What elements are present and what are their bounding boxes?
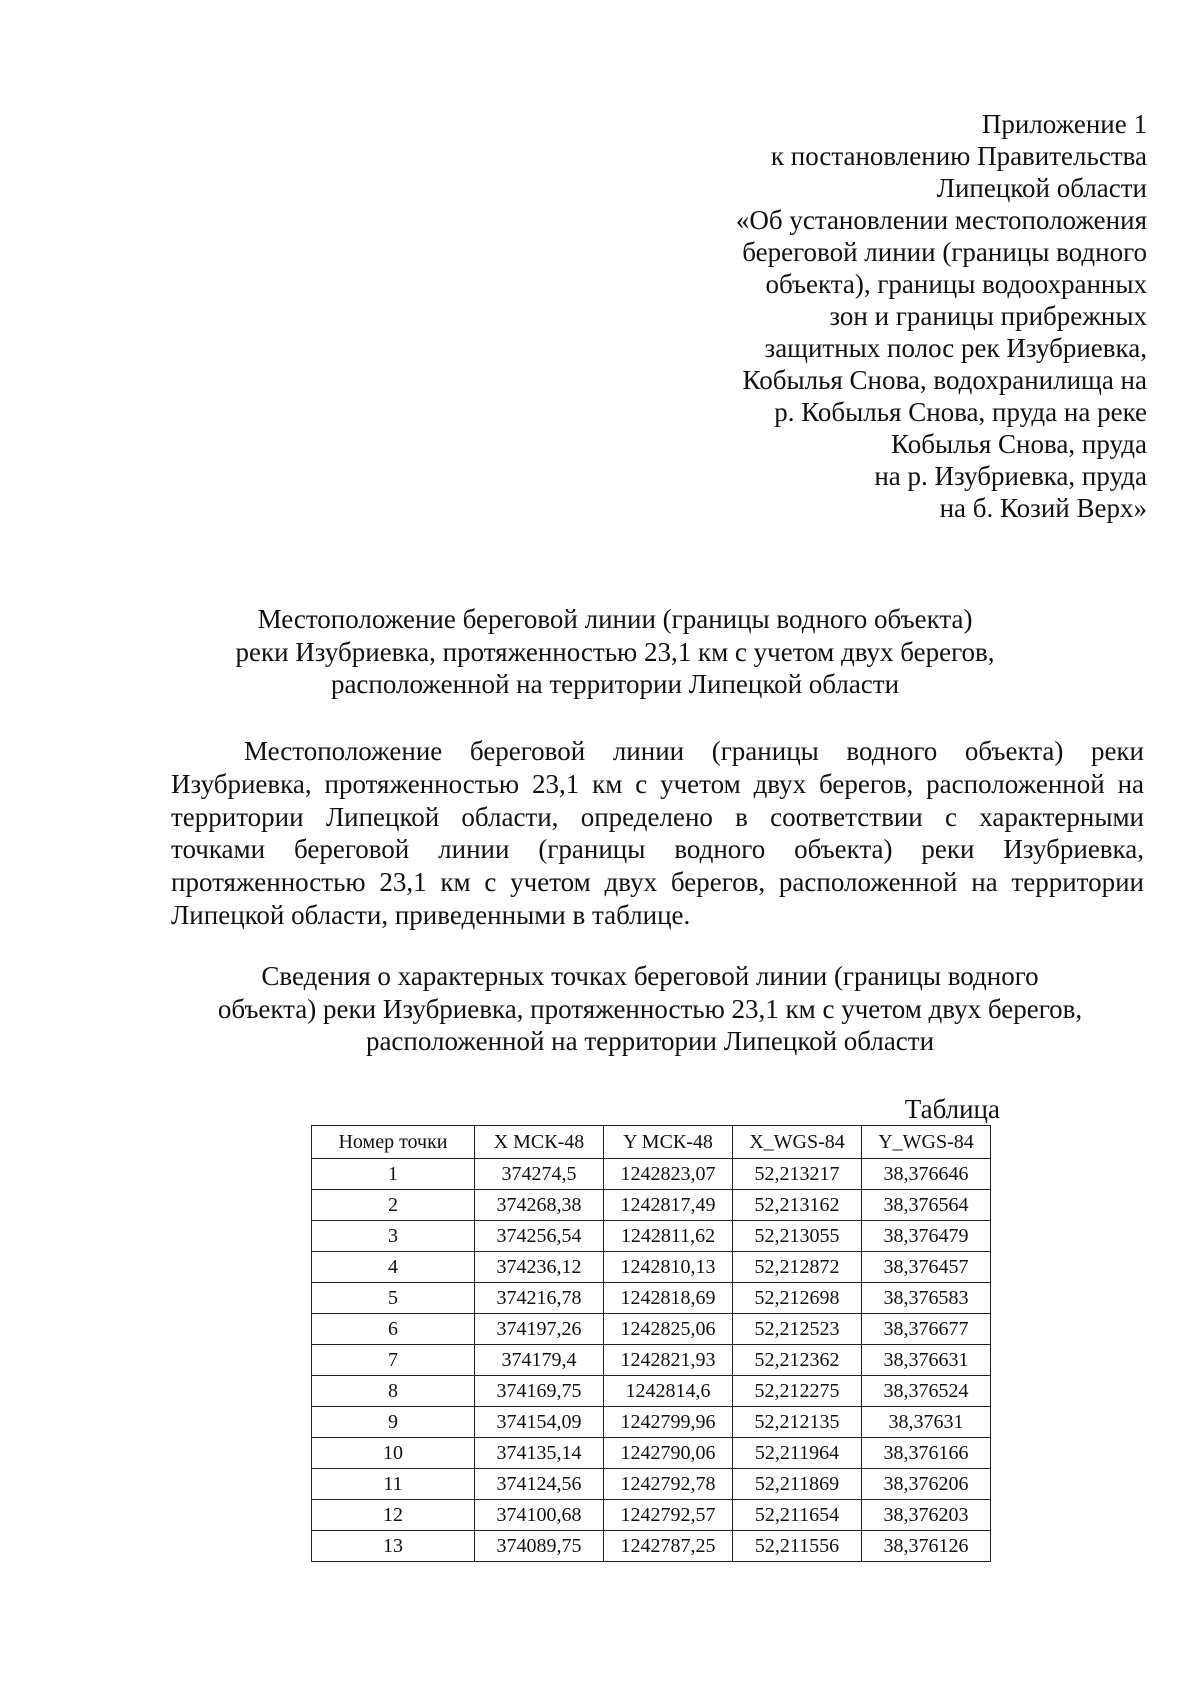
table-cell: 374169,75 <box>475 1376 604 1407</box>
table-cell: 52,213162 <box>733 1190 862 1221</box>
annex-line: к постановлению Правительства <box>770 141 1147 171</box>
table-cell: 1242790,06 <box>604 1438 733 1469</box>
table-cell: 3 <box>312 1221 475 1252</box>
table-title <box>171 960 1129 1058</box>
table-cell: 38,376677 <box>862 1314 991 1345</box>
paragraph-line: Изубриевка, протяженностью 23,1 км с учетом двух берегов, расположенной на <box>171 768 1144 799</box>
header-y-wgs: Y_WGS-84 <box>862 1126 991 1159</box>
table-cell: 52,211869 <box>733 1469 862 1500</box>
paragraph-line: Местоположение береговой линии (границы водного объекта) реки <box>244 736 1144 766</box>
annex-header <box>587 108 1147 524</box>
table-cell: 1242825,06 <box>604 1314 733 1345</box>
table-row <box>312 1438 991 1469</box>
table-row <box>312 1531 991 1562</box>
document-title <box>171 603 1059 701</box>
table-row <box>312 1376 991 1407</box>
annex-line: объекта), границы водоохранных <box>765 269 1147 299</box>
table-cell: 1242817,49 <box>604 1190 733 1221</box>
table-cell: 1242818,69 <box>604 1283 733 1314</box>
table-cell: 7 <box>312 1345 475 1376</box>
annex-line: на б. Козий Верх» <box>939 493 1147 523</box>
table-cell: 52,211556 <box>733 1531 862 1562</box>
annex-line: защитных полос рек Изубриевка, <box>764 333 1147 363</box>
table-header-row <box>312 1126 991 1159</box>
table-cell: 1242787,25 <box>604 1531 733 1562</box>
table-cell: 38,376524 <box>862 1376 991 1407</box>
table-body <box>312 1159 991 1562</box>
table-cell: 374216,78 <box>475 1283 604 1314</box>
table-cell: 1242792,78 <box>604 1469 733 1500</box>
table-cell: 9 <box>312 1407 475 1438</box>
annex-line: Кобылья Снова, водохранилища на <box>742 365 1147 395</box>
annex-line: береговой линии (границы водного <box>742 237 1147 267</box>
header-x-msk: X МСК-48 <box>475 1126 604 1159</box>
table-cell: 52,213217 <box>733 1159 862 1190</box>
coordinates-table <box>311 1125 991 1562</box>
table-row <box>312 1345 991 1376</box>
table-cell: 13 <box>312 1531 475 1562</box>
table-cell: 1 <box>312 1159 475 1190</box>
table-cell: 6 <box>312 1314 475 1345</box>
table-row <box>312 1252 991 1283</box>
table-cell: 374124,56 <box>475 1469 604 1500</box>
annex-line: Приложение 1 <box>981 109 1147 139</box>
table-cell: 52,213055 <box>733 1221 862 1252</box>
table-row <box>312 1159 991 1190</box>
table-row <box>312 1221 991 1252</box>
table-cell: 1242823,07 <box>604 1159 733 1190</box>
annex-line: «Об установлении местоположения <box>735 205 1147 235</box>
title-line: Местоположение береговой линии (границы водного объекта) <box>257 604 973 634</box>
table-cell: 10 <box>312 1438 475 1469</box>
table-cell: 38,376479 <box>862 1221 991 1252</box>
table-cell: 52,211964 <box>733 1438 862 1469</box>
title-line: расположенной на территории Липецкой области <box>330 669 900 699</box>
table-cell: 12 <box>312 1500 475 1531</box>
table-cell: 38,376457 <box>862 1252 991 1283</box>
table-cell: 2 <box>312 1190 475 1221</box>
table-cell: 5 <box>312 1283 475 1314</box>
table-cell: 38,376646 <box>862 1159 991 1190</box>
table-cell: 38,376631 <box>862 1345 991 1376</box>
table-cell: 1242810,13 <box>604 1252 733 1283</box>
table-cell: 374256,54 <box>475 1221 604 1252</box>
table-cell: 52,211654 <box>733 1500 862 1531</box>
table-cell: 52,212135 <box>733 1407 862 1438</box>
table-title-line: объекта) реки Изубриевка, протяженностью 23,1 км с учетом двух берегов, <box>217 993 1083 1024</box>
table-cell: 1242792,57 <box>604 1500 733 1531</box>
table-cell: 38,376206 <box>862 1469 991 1500</box>
table-cell: 38,37631 <box>862 1407 991 1438</box>
table-cell: 1242814,6 <box>604 1376 733 1407</box>
header-y-msk: Y МСК-48 <box>604 1126 733 1159</box>
table-cell: 374179,4 <box>475 1345 604 1376</box>
table-cell: 374135,14 <box>475 1438 604 1469</box>
paragraph-line: точками береговой линии (границы водного объекта) реки Изубриевка, <box>171 834 1144 865</box>
paragraph-line: Липецкой области, приведенными в таблице. <box>171 899 691 930</box>
annex-line: Липецкой области <box>936 173 1147 203</box>
table-caption: Таблица <box>904 1094 1000 1124</box>
table-cell: 52,212362 <box>733 1345 862 1376</box>
table-cell: 1242821,93 <box>604 1345 733 1376</box>
annex-line: на р. Изубриевка, пруда <box>874 461 1147 491</box>
table-cell: 374154,09 <box>475 1407 604 1438</box>
table-cell: 11 <box>312 1469 475 1500</box>
annex-line: зон и границы прибрежных <box>829 301 1147 331</box>
body-paragraph <box>171 735 1144 932</box>
table-cell: 1242811,62 <box>604 1221 733 1252</box>
table-cell: 38,376583 <box>862 1283 991 1314</box>
table-cell: 374236,12 <box>475 1252 604 1283</box>
header-point-number: Номер точки <box>312 1126 475 1159</box>
table-cell: 52,212698 <box>733 1283 862 1314</box>
table-cell: 1242799,96 <box>604 1407 733 1438</box>
table-cell: 374089,75 <box>475 1531 604 1562</box>
table-cell: 52,212872 <box>733 1252 862 1283</box>
table-title-line: Сведения о характерных точках береговой линии (границы водного <box>261 961 1039 991</box>
table-cell: 374197,26 <box>475 1314 604 1345</box>
table-cell: 374268,38 <box>475 1190 604 1221</box>
paragraph-line: территории Липецкой области, определено в соответствии с характерными <box>171 801 1144 832</box>
table-cell: 38,376126 <box>862 1531 991 1562</box>
table-cell: 374274,5 <box>475 1159 604 1190</box>
table-cell: 374100,68 <box>475 1500 604 1531</box>
table-cell: 52,212275 <box>733 1376 862 1407</box>
table-row <box>312 1283 991 1314</box>
table-row <box>312 1190 991 1221</box>
title-line: реки Изубриевка, протяженностью 23,1 км с учетом двух берегов, <box>235 636 995 667</box>
annex-line: р. Кобылья Снова, пруда на реке <box>774 397 1147 427</box>
table-row <box>312 1500 991 1531</box>
table-row <box>312 1314 991 1345</box>
table-cell: 38,376564 <box>862 1190 991 1221</box>
table-cell: 8 <box>312 1376 475 1407</box>
header-x-wgs: X_WGS-84 <box>733 1126 862 1159</box>
paragraph-line: протяженностью 23,1 км с учетом двух берегов, расположенной на территории <box>171 867 1144 898</box>
table-row <box>312 1407 991 1438</box>
table-cell: 4 <box>312 1252 475 1283</box>
table-cell: 52,212523 <box>733 1314 862 1345</box>
table-cell: 38,376203 <box>862 1500 991 1531</box>
table-title-line: расположенной на территории Липецкой области <box>365 1026 935 1056</box>
table-cell: 38,376166 <box>862 1438 991 1469</box>
annex-line: Кобылья Снова, пруда <box>891 429 1147 459</box>
table-row <box>312 1469 991 1500</box>
